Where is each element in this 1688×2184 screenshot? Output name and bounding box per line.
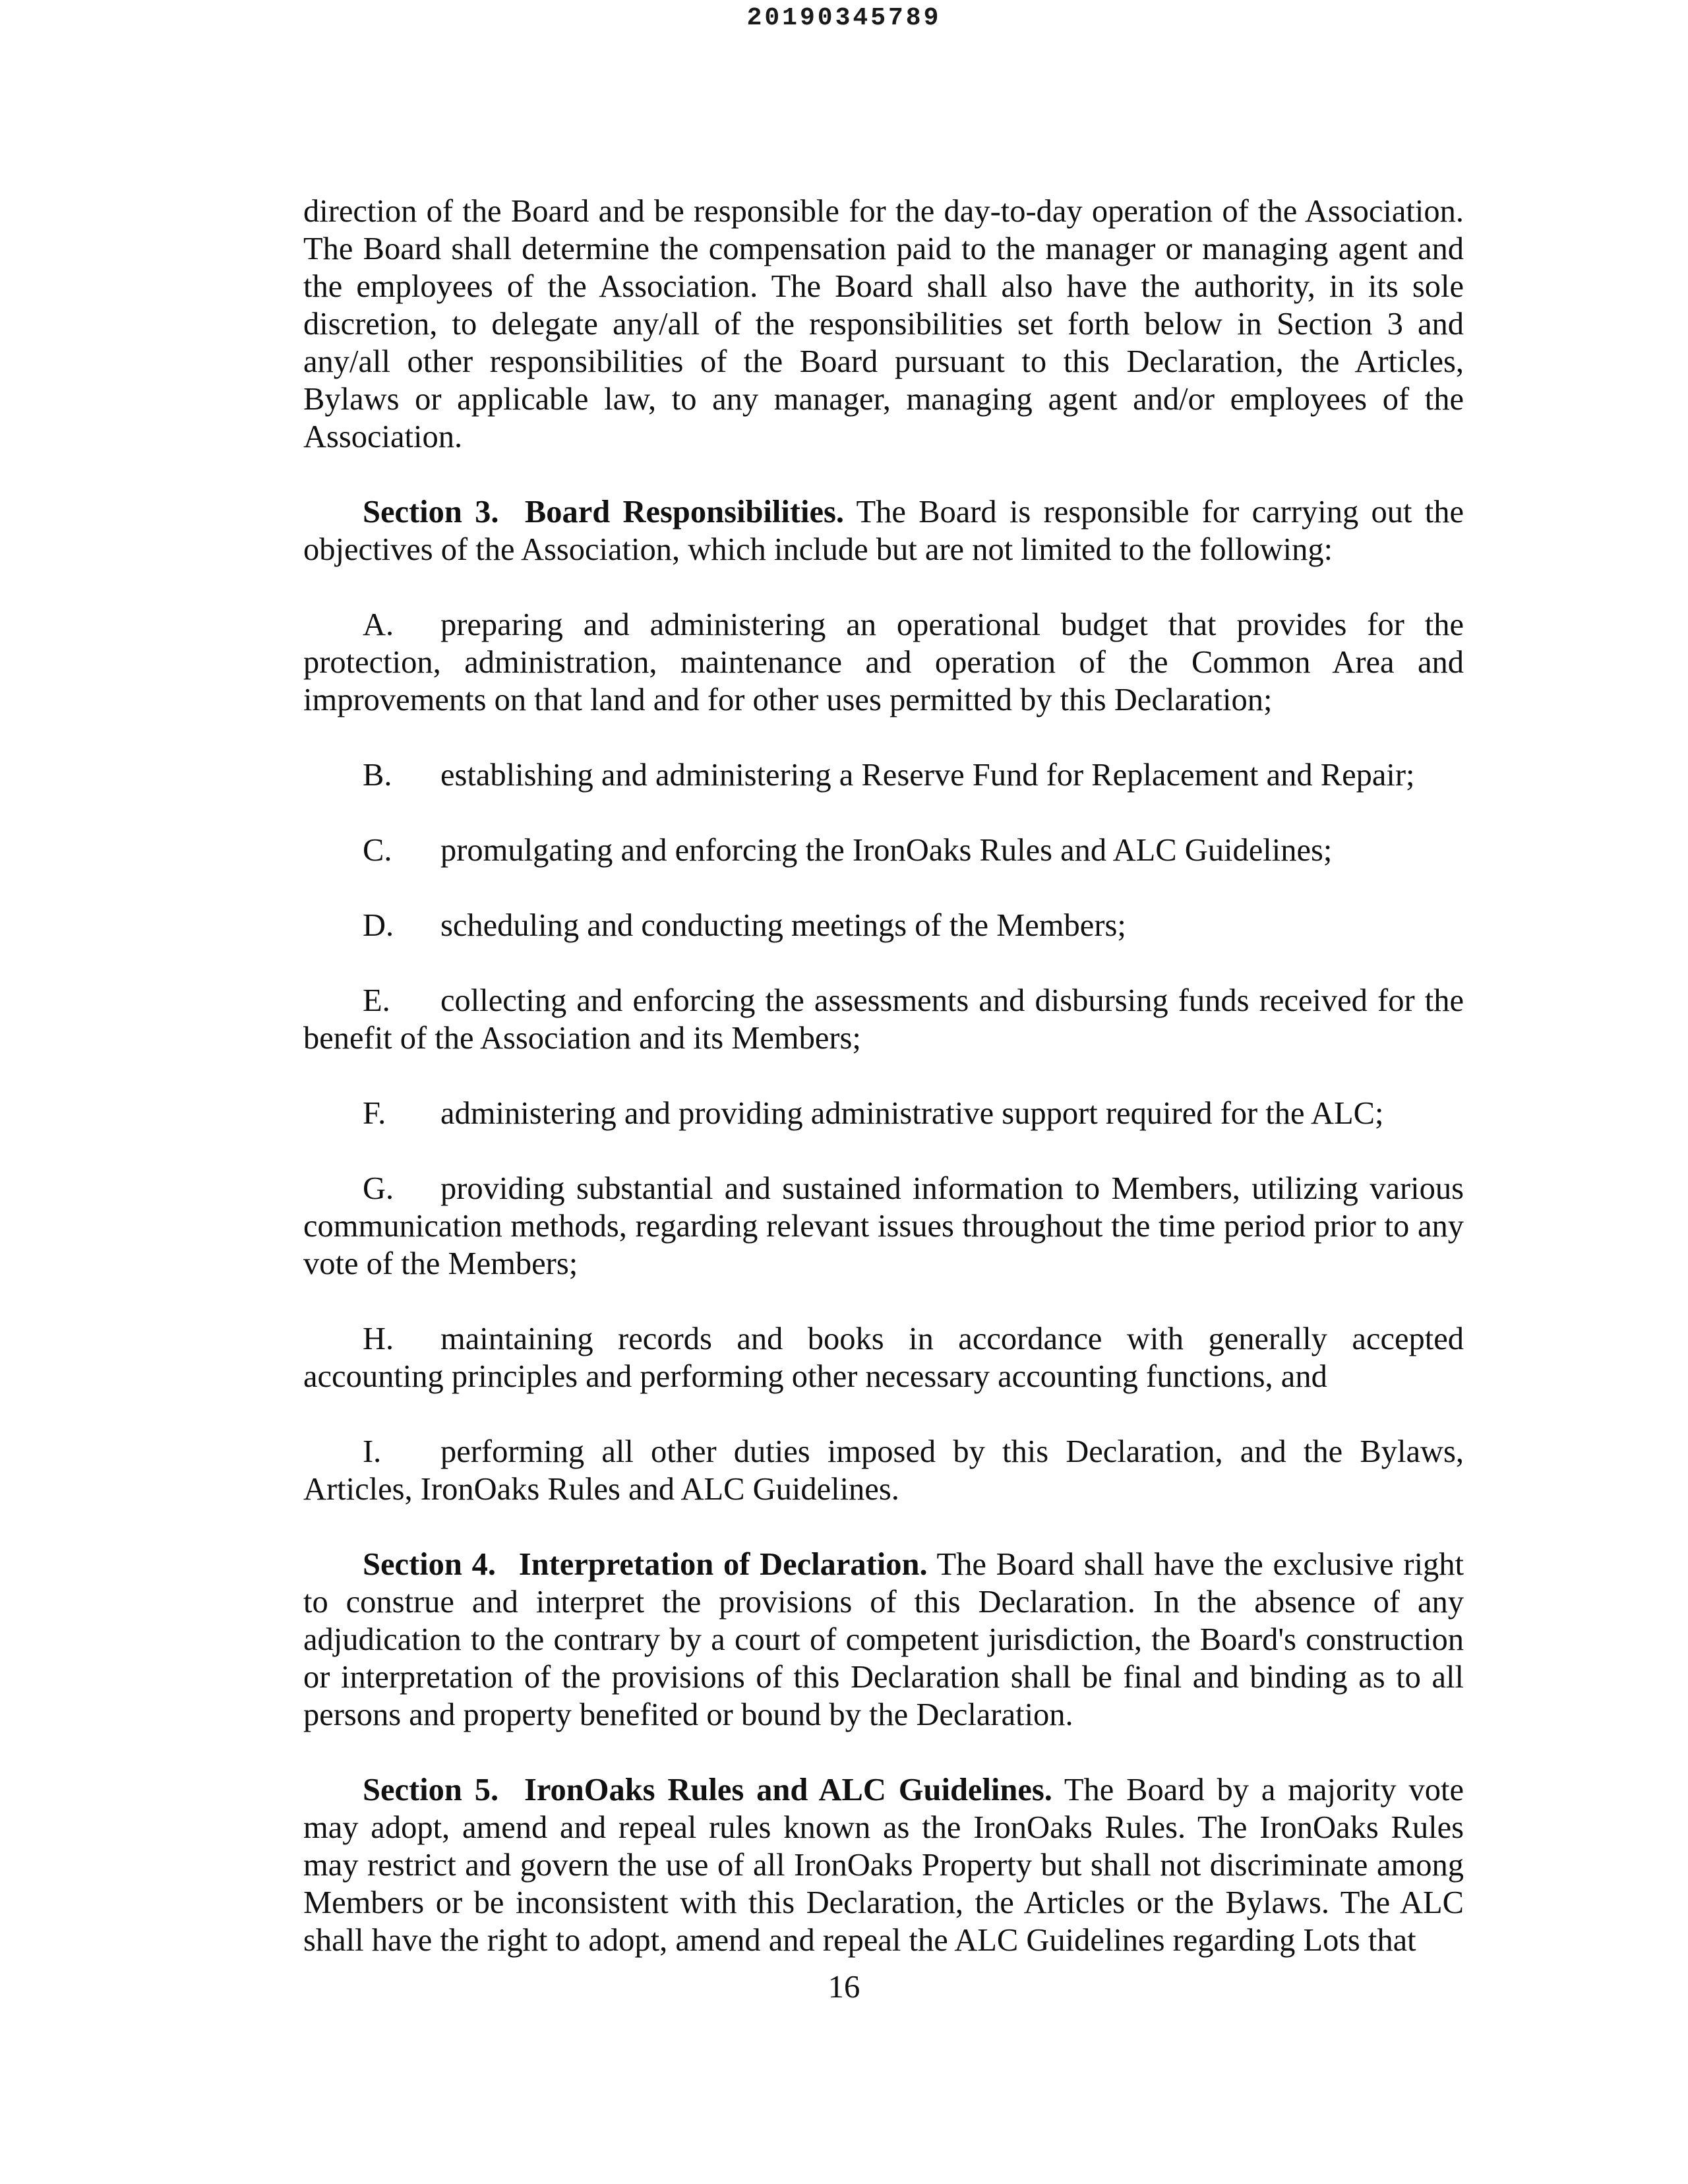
list-item-letter: C. bbox=[363, 833, 392, 868]
list-item-letter: H. bbox=[363, 1321, 394, 1356]
list-item-e bbox=[303, 982, 1464, 1057]
section-5-title: IronOaks Rules and ALC Guidelines. bbox=[524, 1773, 1052, 1807]
list-item-letter: F. bbox=[363, 1096, 386, 1131]
list-item-letter: D. bbox=[363, 908, 394, 943]
section-5-paragraph bbox=[303, 1771, 1464, 1959]
list-item-letter: G. bbox=[363, 1171, 394, 1206]
list-item-text: establishing and administering a Reserve Fund for Replacement and Repair; bbox=[440, 758, 1415, 793]
list-item-letter: A. bbox=[363, 607, 394, 642]
list-item-letter: I. bbox=[363, 1434, 382, 1469]
list-item-text: providing substantial and sustained information to Members, utilizing various communication methods, regarding relevant issues throughout the time period prior to any vote of the Members; bbox=[303, 1171, 1464, 1281]
list-item-h bbox=[303, 1320, 1464, 1395]
section-3-title: Board Responsibilities. bbox=[524, 495, 845, 530]
continuation-paragraph: direction of the Board and be responsible for the day-to-day operation of the Association. The Board shall determine the compensation paid to the manager or managing agent and the employees of the Association. The Board shall also have the authority, in its sole discretion, to delegate any/all of the responsibilities set forth below in Section 3 and any/all other responsibilities of the Board pursuant to this Declaration, the Articles, Bylaws or applicable law, to any manager, managing agent and/or employees of the Association. bbox=[303, 194, 1464, 454]
page-number: 16 bbox=[828, 1970, 860, 2005]
list-item-f bbox=[303, 1095, 1464, 1132]
list-item-g bbox=[303, 1170, 1464, 1283]
document-number: 20190345789 bbox=[746, 4, 942, 32]
list-item-text: performing all other duties imposed by this Declaration, and the Bylaws, Articles, IronOaks Rules and ALC Guidelines. bbox=[303, 1434, 1464, 1507]
list-item-text: collecting and enforcing the assessments and disbursing funds received for the benefit of the Association and its Members; bbox=[303, 983, 1464, 1056]
list-item-text: administering and providing administrative support required for the ALC; bbox=[440, 1096, 1384, 1131]
list-item-d bbox=[303, 907, 1464, 944]
list-item-letter: E. bbox=[363, 983, 390, 1018]
section-4-label: Section 4. bbox=[363, 1547, 496, 1582]
section-5-label: Section 5. bbox=[363, 1773, 499, 1807]
list-item-i bbox=[303, 1433, 1464, 1508]
section-3-paragraph bbox=[303, 493, 1464, 568]
list-item-b bbox=[303, 756, 1464, 794]
list-item-a bbox=[303, 606, 1464, 719]
section-3-text: The Board is responsible for carrying out the objectives of the Association, which include but are not limited to the following: bbox=[303, 495, 1464, 567]
section-4-text: The Board shall have the exclusive right to construe and interpret the provisions of this Declaration. In the absence of any adjudication to the contrary by a court of competent jurisdiction, the Board's construction or interpretation of the provisions of this Declaration shall be final and binding as to all persons and property benefited or bound by the Declaration. bbox=[303, 1547, 1464, 1732]
section-3-label: Section 3. bbox=[363, 495, 499, 530]
document-body bbox=[303, 193, 1464, 1997]
list-item-letter: B. bbox=[363, 758, 392, 793]
section-4-paragraph bbox=[303, 1546, 1464, 1734]
list-item-text: preparing and administering an operational budget that provides for the protection, administration, maintenance and operation of the Common Area and improvements on that land and for other uses permitted by this Declaration; bbox=[303, 607, 1464, 717]
section-5-text: The Board by a majority vote may adopt, amend and repeal rules known as the IronOaks Rules. The IronOaks Rules may restrict and govern the use of all IronOaks Property but shall not discriminate among Members or be inconsistent with this Declaration, the Articles or the Bylaws. The ALC shall have the right to adopt, amend and repeal the ALC Guidelines regarding Lots that bbox=[303, 1773, 1464, 1958]
section-4-title: Interpretation of Declaration. bbox=[518, 1547, 928, 1582]
list-item-text: promulgating and enforcing the IronOaks Rules and ALC Guidelines; bbox=[440, 833, 1333, 868]
list-item-text: scheduling and conducting meetings of the Members; bbox=[440, 908, 1126, 943]
list-item-c bbox=[303, 832, 1464, 869]
list-item-text: maintaining records and books in accordance with generally accepted accounting principles and performing other necessary accounting functions, and bbox=[303, 1321, 1464, 1394]
